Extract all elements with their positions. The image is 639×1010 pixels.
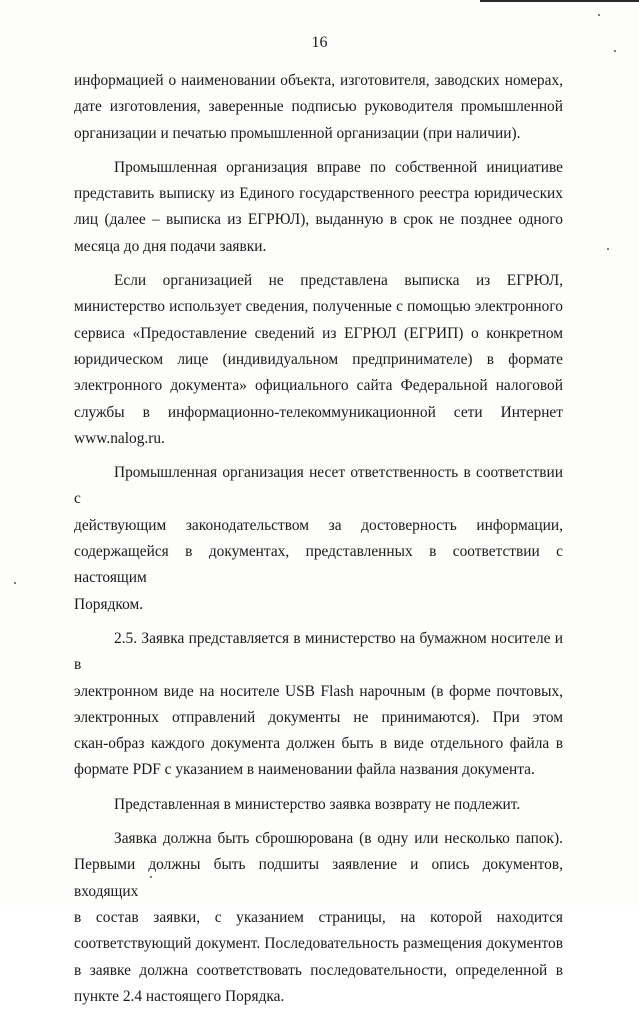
paragraph-line: скан-образ каждого документа должен быть в виде отдельного файла в bbox=[74, 735, 563, 753]
paragraph-line: электронном виде на носителе USB Flash нарочным (в форме почтовых, bbox=[74, 682, 563, 700]
paragraph-line: электронного документа» официального сайта Федеральной налоговой bbox=[74, 377, 563, 395]
scan-speck bbox=[607, 248, 609, 250]
paragraph-line: www.nalog.ru. bbox=[74, 429, 165, 447]
paragraph-line: содержащейся в документах, представленных в соответствии с настоящим bbox=[74, 543, 563, 587]
paragraph-line: действующим законодательством за достоверность информации, bbox=[74, 516, 563, 534]
paragraph-line: Заявка должна быть сброшюрована (в одну или несколько папок). bbox=[114, 830, 563, 848]
paragraph-line: пункте 2.4 настоящего Порядка. bbox=[74, 987, 285, 1005]
page-number: 16 bbox=[311, 34, 328, 51]
paragraph-line: 2.5. Заявка представляется в министерство на бумажном носителе и в bbox=[74, 629, 563, 674]
paragraph-line: месяца до дня подачи заявки. bbox=[74, 237, 267, 255]
paragraph-line: соответствующий документ. Последовательность размещения документов bbox=[74, 935, 563, 953]
paragraph-line: информацией о наименовании объекта, изготовителя, заводских номерах, bbox=[74, 72, 563, 89]
paragraph-line: Промышленная организация вправе по собственной инициативе bbox=[114, 158, 563, 176]
paragraph-line: лиц (далее – выписка из ЕГРЮЛ), выданную в срок не позднее одного bbox=[74, 211, 563, 229]
scan-speck bbox=[14, 582, 16, 584]
paragraph-line: Если организацией не представлена выписка из ЕГРЮЛ, bbox=[114, 272, 563, 290]
paragraph-line: представить выписку из Единого государственного реестра юридических bbox=[74, 185, 563, 203]
document-body bbox=[74, 68, 563, 1010]
paragraph-line: формате PDF с указанием в наименовании файла названия документа. bbox=[74, 761, 535, 779]
paragraph-line: дате изготовления, заверенные подписью руководителя промышленной bbox=[74, 98, 563, 116]
paragraph-line: министерство использует сведения, полученные с помощью электронного bbox=[74, 298, 563, 316]
scan-speck bbox=[598, 14, 600, 16]
scan-edge-line bbox=[480, 0, 639, 2]
paragraph-line: юридическом лице (индивидуальном предпринимателе) в формате bbox=[74, 350, 563, 368]
paragraph-line: Промышленная организация несет ответственность в соответствии с bbox=[74, 464, 563, 508]
paragraph-line: службы в информационно-телекоммуникационной сети Интернет bbox=[74, 403, 563, 421]
paragraph-line: организации и печатью промышленной организации (при наличии). bbox=[74, 124, 521, 142]
paragraph-line: Представленная в министерство заявка возврату не подлежит. bbox=[114, 795, 521, 813]
paragraph-line: в состав заявки, с указанием страницы, на которой находится bbox=[74, 908, 563, 926]
paragraph-line: сервиса «Предоставление сведений из ЕГРЮЛ (ЕГРИП) о конкретном bbox=[74, 324, 563, 342]
paragraph-line: в заявке должна соответствовать последовательности, определенной в bbox=[74, 961, 563, 979]
paragraph-line: электронных отправлений документы не принимаются). При этом bbox=[74, 708, 563, 726]
paragraph-line: Первыми должны быть подшиты заявление и опись документов, входящих bbox=[74, 856, 563, 900]
paragraph-line: Порядком. bbox=[74, 595, 144, 613]
